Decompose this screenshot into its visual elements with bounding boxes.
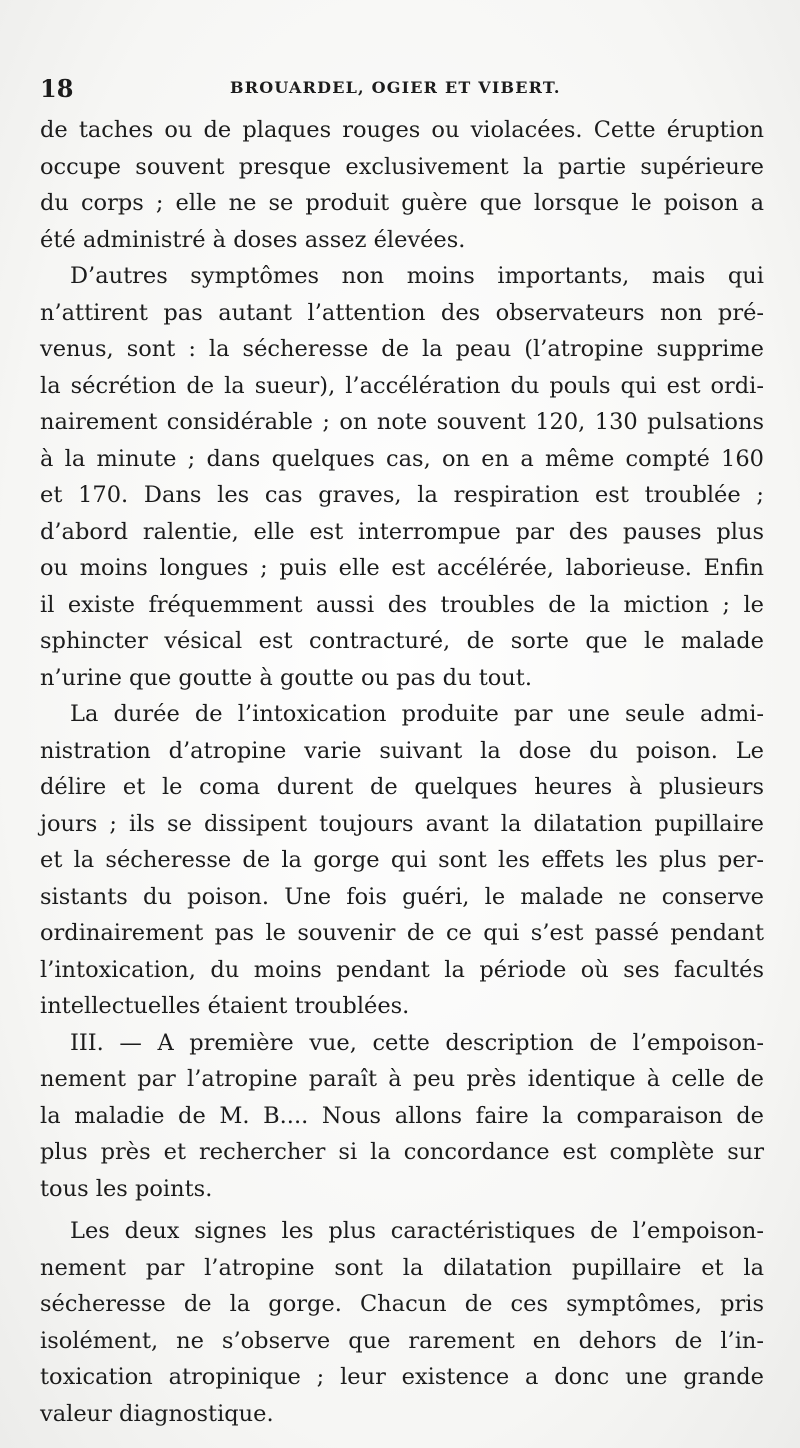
page-number: 18 [40, 74, 74, 103]
text-line: Les deux signes les plus caractéristiques de l’empoison- [70, 1218, 764, 1244]
text-line: La durée de l’intoxication produite par une seule admi- [70, 701, 764, 727]
paragraph-5 [40, 1213, 764, 1432]
text-line: nairement considérable ; on note souvent 120, 130 pulsations [40, 409, 764, 435]
text-line: tous les points. [40, 1175, 213, 1202]
paragraph-2 [40, 258, 764, 696]
paragraph-4 [40, 1025, 764, 1208]
text-line: toxication atropinique ; leur existence a donc une grande [40, 1364, 764, 1390]
text-line: isolément, ne s’observe que rarement en dehors de l’in- [40, 1327, 764, 1354]
text-line: et 170. Dans les cas graves, la respiration est troublée ; [40, 482, 764, 508]
text-line: occupe souvent presque exclusivement la partie supérieure [40, 153, 764, 180]
text-line: de taches ou de plaques rouges ou violacées. Cette éruption [40, 117, 764, 143]
text-line: délire et le coma durent de quelques heures à plusieurs [40, 774, 764, 800]
text-line: III. — A première vue, cette description de l’empoison- [70, 1029, 764, 1056]
text-line: n’attirent pas autant l’attention des observateurs non pré- [40, 299, 764, 326]
text-line: et la sécheresse de la gorge qui sont les effets les plus per- [40, 847, 764, 873]
text-line: valeur diagnostique. [40, 1400, 274, 1427]
text-line: la maladie de M. B.... Nous allons faire la comparaison de [40, 1102, 764, 1129]
text-line: sécheresse de la gorge. Chacun de ces symptômes, pris [40, 1291, 764, 1317]
text-line: nement par l’atropine sont la dilatation pupillaire et la [40, 1254, 764, 1281]
text-line: n’urine que goutte à goutte ou pas du tout. [40, 664, 532, 691]
text-line: sphincter vésical est contracturé, de sorte que le malade [40, 628, 764, 654]
text-line: jours ; ils se dissipent toujours avant la dilatation pupillaire [40, 810, 764, 837]
text-line: venus, sont : la sécheresse de la peau (l’atropine supprime [40, 336, 764, 362]
paragraph-1 [40, 112, 764, 258]
text-line: ordinairement pas le souvenir de ce qui s’est passé pendant [40, 920, 764, 946]
text-line: il existe fréquemment aussi des troubles de la miction ; le [40, 591, 764, 618]
text-line: nement par l’atropine paraît à peu près identique à celle de [40, 1066, 764, 1092]
text-line: la sécrétion de la sueur), l’accélération du pouls qui est ordi- [40, 372, 764, 399]
text-line: à la minute ; dans quelques cas, on en a même compté 160 [40, 445, 764, 472]
paragraph-3 [40, 696, 764, 1025]
body-text [40, 112, 764, 1432]
text-line: été administré à doses assez élevées. [40, 226, 466, 253]
text-line: sistants du poison. Une fois guéri, le malade ne conserve [40, 883, 764, 910]
text-line: d’abord ralentie, elle est interrompue par des pauses plus [40, 518, 764, 545]
text-line: nistration d’atropine varie suivant la dose du poison. Le [40, 737, 764, 764]
text-line: D’autres symptômes non moins importants, mais qui [70, 263, 764, 289]
text-line: intellectuelles étaient troublées. [40, 993, 410, 1019]
text-line: plus près et rechercher si la concordance est complète sur [40, 1139, 764, 1165]
text-line: l’intoxication, du moins pendant la période où ses facultés [40, 956, 764, 983]
text-line: ou moins longues ; puis elle est accélérée, laborieuse. Enfin [40, 555, 764, 581]
running-title: BROUARDEL, OGIER ET VIBERT. [230, 78, 561, 97]
page-header [40, 74, 760, 104]
text-line: du corps ; elle ne se produit guère que lorsque le poison a [40, 190, 764, 216]
